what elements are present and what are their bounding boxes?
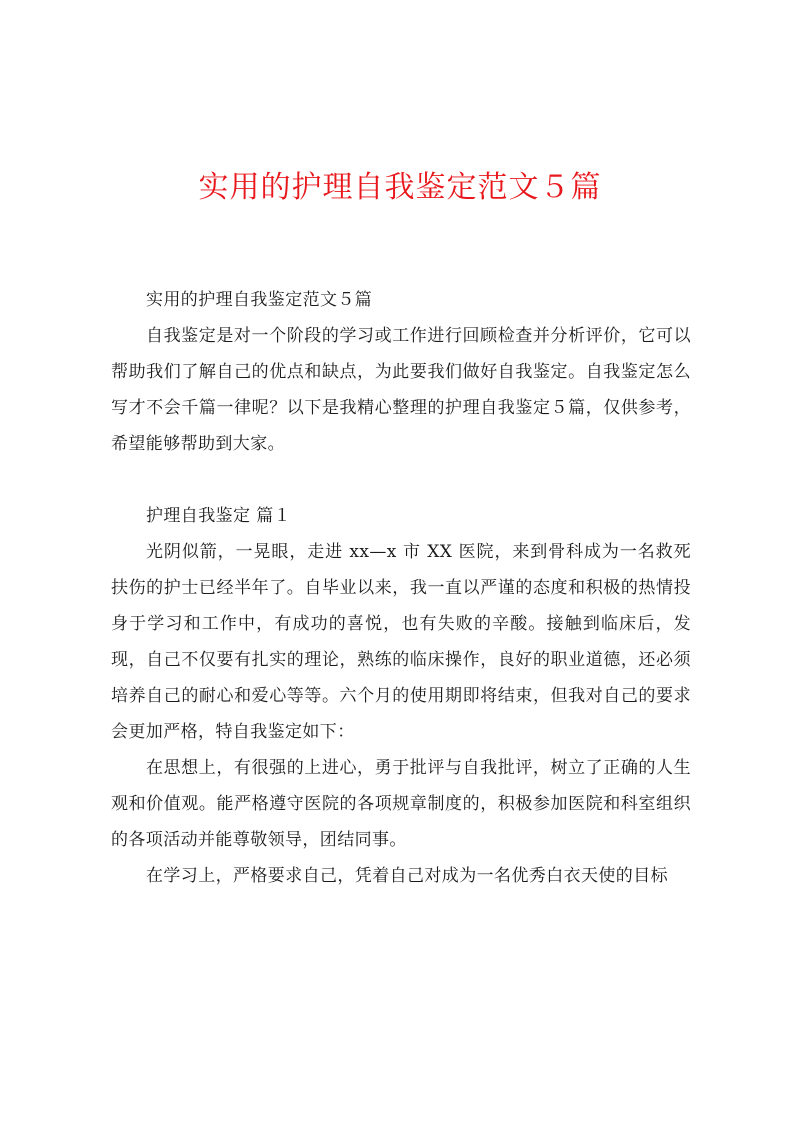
body-paragraph: 在学习上，严格要求自己，凭着自己对成为一名优秀白衣天使的目标 bbox=[146, 866, 668, 886]
intro-heading: 实用的护理自我鉴定范文５篇 bbox=[146, 290, 373, 310]
body-paragraph: 光阴似箭，一晃眼，走进 xx—x 市 XX 医院，来到骨科成为一名救死扶伤的护士已经半年了。自毕业以来，我一直以严谨的态度和积极的热情投身于学习和工作中，有成功的喜悦，也有失败的辛酸。接触到临床后，发现，自己不仅要有扎实的理论，熟练的临床操作，良好的职业道德，还必须培养自己的耐心和爱心等等。六个月的使用期即将结束，但我对自己的要求会更加严格，特自我鉴定如下： bbox=[111, 542, 691, 742]
document-title: 实用的护理自我鉴定范文５篇 bbox=[198, 170, 602, 205]
document-body bbox=[111, 282, 691, 894]
section-heading: 护理自我鉴定 篇１ bbox=[146, 506, 292, 526]
body-paragraph: 在思想上，有很强的上进心，勇于批评与自我批评，树立了正确的人生观和价值观。能严格遵守医院的各项规章制度的，积极参加医院和科室组织的各项活动并能尊敬领导，团结同事。 bbox=[111, 758, 691, 850]
intro-paragraph: 自我鉴定是对一个阶段的学习或工作进行回顾检查并分析评价，它可以帮助我们了解自己的优点和缺点，为此要我们做好自我鉴定。自我鉴定怎么写才不会千篇一律呢？以下是我精心整理的护理自我鉴定５篇，仅供参考，希望能够帮助到大家。 bbox=[111, 326, 691, 454]
section-spacer bbox=[111, 462, 691, 498]
